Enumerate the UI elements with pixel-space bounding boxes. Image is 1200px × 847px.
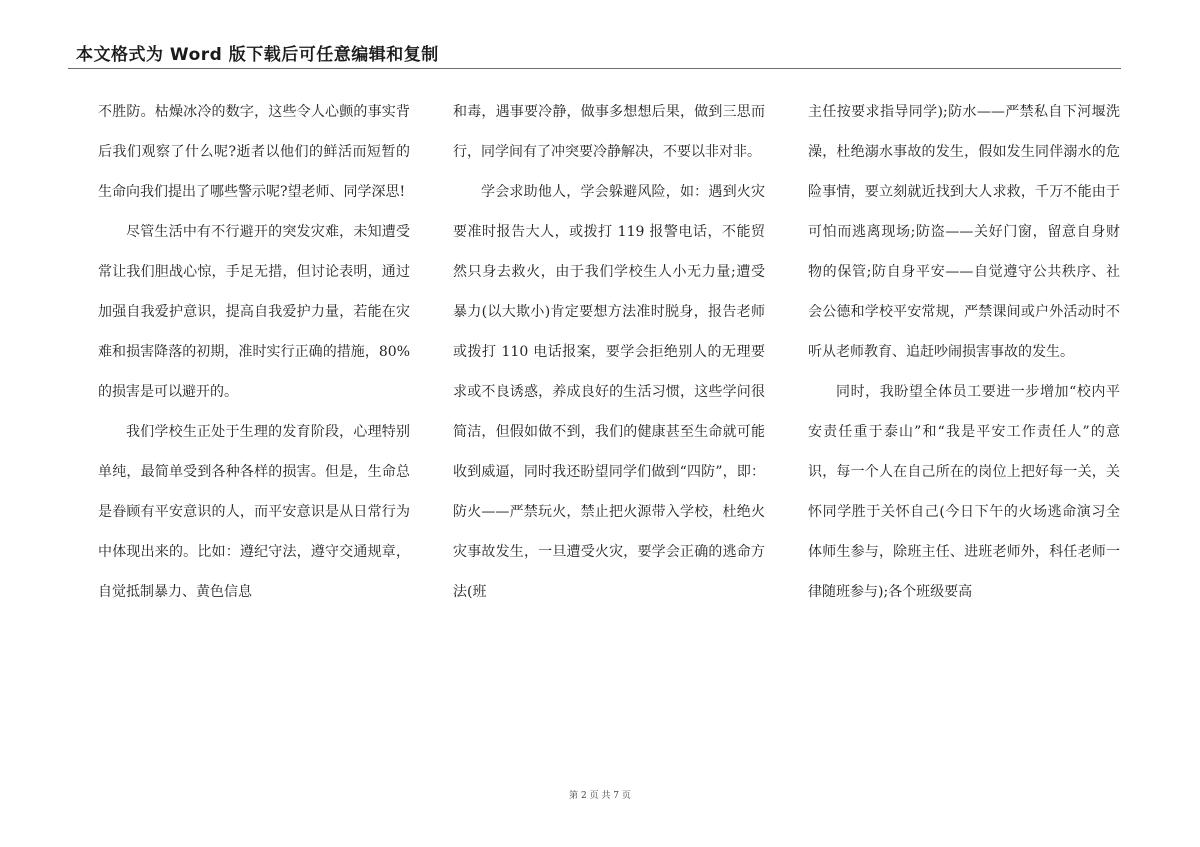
header-divider (68, 68, 1121, 69)
paragraph: 我们学校生正处于生理的发育阶段，心理特别单纯，最简单受到各种各样的损害。但是，生命总是眷顾有平安意识的人，而平安意识是从日常行为中体现出来的。比如：遵纪守法，遵守交通规章，自觉抵制暴力、黄色信息 (98, 424, 410, 600)
paragraph: 不胜防。枯燥冰冷的数字，这些令人心颤的事实背后我们观察了什么呢?逝者以他们的鲜活而短暂的生命向我们提出了哪些警示呢?望老师、同学深思! (98, 104, 410, 200)
paragraph: 尽管生活中有不行避开的突发灾难，未知遭受常让我们胆战心惊，手足无措，但讨论表明，通过加强自我爱护意识，提高自我爱护力量，若能在灾难和损害降落的初期，准时实行正确的措施，80%的损害是可以避开的。 (98, 224, 410, 400)
page-number: 第 2 页 共 7 页 (569, 791, 631, 801)
column-3 (808, 92, 1120, 612)
column-1 (98, 92, 410, 612)
paragraph: 同时，我盼望全体员工要进一步增加“校内平安责任重于泰山”和“我是平安工作责任人”的意识，每一个人在自己所在的岗位上把好每一关，关怀同学胜于关怀自己(今日下午的火场逃命演习全体师生参与，除班主任、进班老师外，科任老师一律随班参与);各个班级要高 (808, 384, 1120, 600)
document-header-title: 本文格式为 Word 版下载后可任意编辑和复制 (76, 45, 439, 65)
text-columns (98, 92, 1120, 612)
paragraph: 和毒，遇事要冷静，做事多想想后果，做到三思而行，同学间有了冲突要冷静解决，不要以非对非。 (453, 104, 765, 160)
paragraph: 学会求助他人，学会躲避风险，如：遇到火灾要准时报告大人，或拨打 119 报警电话，不能贸然只身去救火，由于我们学校生人小无力量;遭受暴力(以大欺小)肯定要想方法准时脱身，报告老师或拨打 110 电话报案，要学会拒绝别人的无理要求或不良诱惑，养成良好的生活习惯，这些学问很简洁，但假如做不到，我们的健康甚至生命就可能收到威逼，同时我还盼望同学们做到“四防”，即：防火——严禁玩火，禁止把火源带入学校，杜绝火灾事故发生，一旦遭受火灾，要学会正确的逃命方法(班 (453, 184, 765, 600)
paragraph: 主任按要求指导同学);防水——严禁私自下河堰洗澡，杜绝溺水事故的发生，假如发生同伴溺水的危险事情，要立刻就近找到大人求救，千万不能由于可怕而逃离现场;防盗——关好门窗，留意自身财物的保管;防自身平安——自觉遵守公共秩序、社会公德和学校平安常规，严禁课间或户外活动时不听从老师教育、追赶吵闹损害事故的发生。 (808, 104, 1120, 360)
column-2 (453, 92, 765, 612)
